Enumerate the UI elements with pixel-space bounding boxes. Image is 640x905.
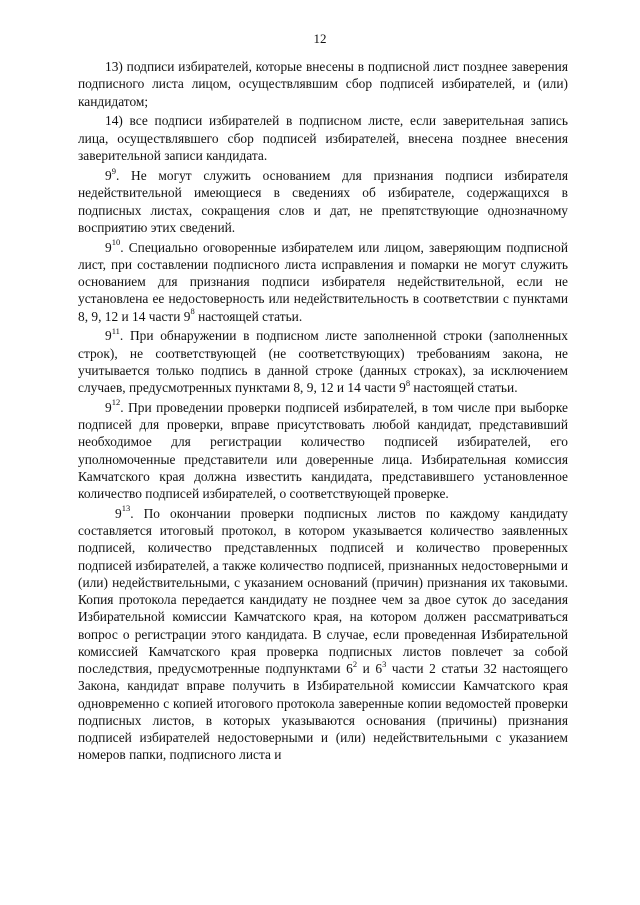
superscript: 10 — [111, 237, 121, 248]
paragraph-p9-9 — [78, 167, 568, 236]
body-text — [78, 58, 568, 764]
superscript: 13 — [121, 503, 131, 514]
paragraph-p13 — [78, 58, 568, 110]
paragraph-text: и 6 — [357, 661, 383, 676]
paragraph-text: . По окончании проверки подписных листов по каждому кандидату составляется итоговый протокол, в котором указывается количество заявленных подписей, количество представленных подписей и количество проверенных подписей избирателей, а также количество подписей, признанных недостоверными и (или) недействительными, с указанием оснований (причин) признания их таковыми. Копия протокола передается кандидату не позднее чем за двое суток до заседания Избирательной комиссии Камчатского края, на котором должен рассматриваться вопрос о регистрации этого кандидата. В случае, если проведенная Избирательной комиссией Камчатского края проверка подписных листов повлечет за собой последствия, предусмотренные подпунктами 6 — [78, 505, 568, 676]
paragraph-text: настоящей статьи. — [194, 308, 303, 324]
paragraph-text: . Специально оговоренные избирателем или лицом, заверяющим подписной лист, при составлении подписного листа исправления и помарки не могут служить основанием для признания подписи избирателя недействительной, если не установлена ее недостоверность или недействительность в соответствии с пунктами 8, 9, 12 и 14 части 9 — [78, 239, 568, 324]
superscript: 8 — [190, 306, 195, 317]
paragraph-text: настоящей статьи. — [410, 380, 518, 395]
superscript: 12 — [111, 397, 121, 408]
paragraph-p9-12 — [78, 399, 568, 503]
paragraph-p9-10 — [78, 239, 568, 325]
paragraph-text: 9 — [115, 505, 122, 521]
superscript: 9 — [111, 165, 116, 176]
paragraph-text: . При проведении проверки подписей избирателей, в том числе при выборке подписей для проверки, вправе присутствовать любой кандидат, представивший необходимое для регистрации количество подписей избирателей, его уполномоченные представители или доверенные лица. Избирательная комиссия Камчатского края должна известить кандидата, представившего установленное количество подписей избирателей, о соответствующей проверке. — [78, 399, 568, 501]
paragraph-text: . Не могут служить основанием для признания подписи избирателя недействительной имеющиеся в сведениях об избирателе, содержащихся в подписных листах, сокращения слов и дат, не препятствующие однозначному восприятию этих сведений. — [78, 168, 568, 235]
paragraph-text: 9 — [105, 168, 112, 183]
superscript: 3 — [382, 658, 387, 669]
paragraph-text: 9 — [105, 399, 112, 415]
paragraph-p9-13 — [78, 505, 568, 764]
paragraph-text: части 2 статьи 32 настоящего Закона, кандидат вправе получить в Избирательной комиссии Камчатского края одновременно с копией итогового протокола заверенные копии ведомостей проверки подписных листов, в которых указываются основания (причины) признания подписей избирателей недостоверными и (или) недействительными с указанием номеров папки, подписного листа и — [78, 661, 568, 763]
paragraph-text: 14) все подписи избирателей в подписном листе, если заверительная запись лица, осуществлявшего сбор подписей избирателей, внесена позднее внесения заверительной записи кандидата. — [78, 113, 568, 163]
paragraph-p9-11 — [78, 327, 568, 396]
superscript: 8 — [405, 377, 411, 388]
paragraph-text: . При обнаружении в подписном листе заполненной строки (заполненных строк), не соответствующей (не соответствующих) требованиям закона, не учитывается только подпись в данной строке (данных строках), за исключением случаев, предусмотренных пунктами 8, 9, 12 и 14 части 9 — [78, 328, 568, 395]
paragraph-text: 9 — [105, 328, 112, 344]
paragraph-text: 13) подписи избирателей, которые внесены в подписной лист позднее заверения подписного листа лицом, осуществлявшим сбор подписей избирателей, и (или) кандидатом; — [78, 59, 568, 109]
superscript: 2 — [352, 658, 358, 669]
paragraph-text: 9 — [105, 239, 112, 255]
page-number: 12 — [313, 31, 327, 46]
paragraph-p14 — [78, 112, 568, 164]
superscript: 11 — [111, 325, 120, 336]
